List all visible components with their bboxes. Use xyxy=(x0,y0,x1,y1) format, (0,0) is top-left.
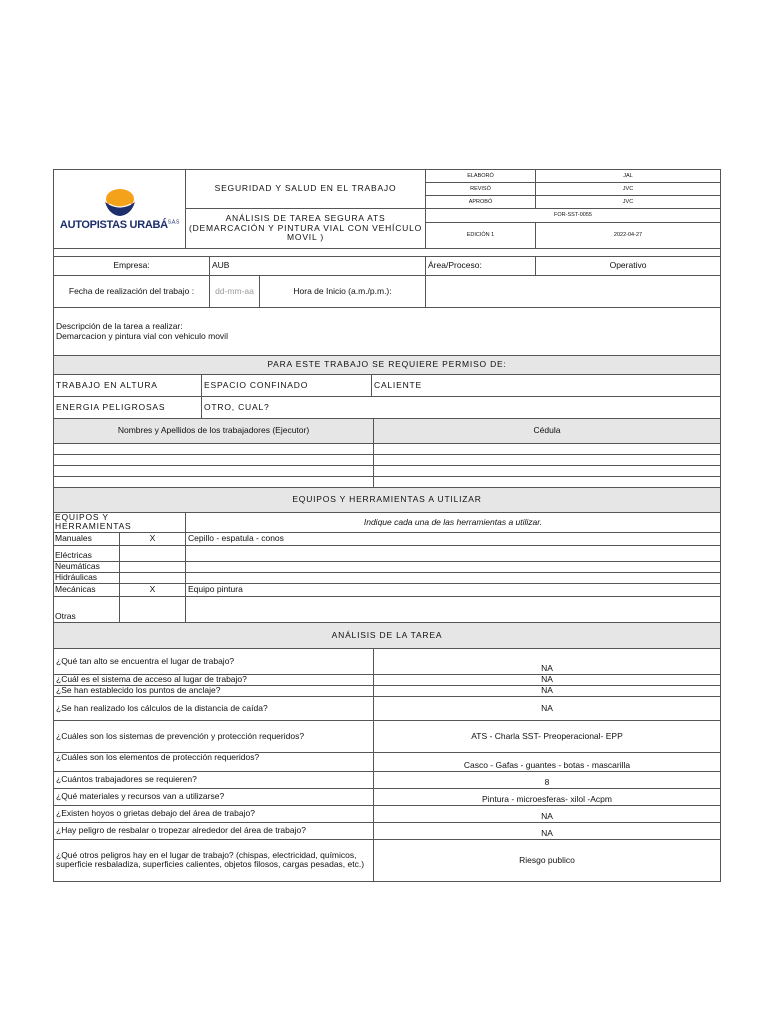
equipment-type: Eléctricas xyxy=(54,545,120,561)
equipment-type: Otras xyxy=(54,596,120,622)
permit-energia[interactable]: ENERGIA PELIGROSAS xyxy=(54,397,202,419)
analysis-answer[interactable]: NA xyxy=(374,696,721,720)
analysis-question: ¿Cuáles son los elementos de protección requeridos? xyxy=(54,752,374,771)
workers-name-header: Nombres y Apellidos de los trabajadores (Ejecutor) xyxy=(54,419,374,444)
analysis-table xyxy=(53,622,721,882)
logo-emblem-icon xyxy=(103,187,137,217)
analysis-answer[interactable]: NA xyxy=(374,648,721,674)
ats-form xyxy=(53,169,720,882)
form-subtitle: ANÁLISIS DE TAREA SEGURA ATS (DEMARCACIÓN Y PINTURA VIAL CON VEHÍCULO MOVIL ) xyxy=(186,209,426,249)
permit-altura[interactable]: TRABAJO EN ALTURA xyxy=(54,375,202,397)
permit-caliente[interactable]: CALIENTE xyxy=(372,375,721,397)
analysis-question: ¿Existen hoyos o grietas debajo del área de trabajo? xyxy=(54,805,374,822)
analysis-answer[interactable]: 8 xyxy=(374,771,721,788)
analysis-question: ¿Cuáles son los sistemas de prevención y protección requeridos? xyxy=(54,720,374,752)
edition-date: 2022-04-27 xyxy=(536,223,721,249)
worker-id-field[interactable] xyxy=(374,455,721,466)
description-cell[interactable] xyxy=(54,308,721,356)
analysis-question: ¿Qué otros peligros hay en el lugar de trabajo? (chispas, electricidad, químicos, superficie resbaladiza, superficies calientes, objetos filosos, cargas pesadas, etc.) xyxy=(54,839,374,881)
general-table xyxy=(53,256,721,356)
date-field[interactable]: dd-mm-aa xyxy=(210,276,260,308)
permits-header: PARA ESTE TRABAJO SE REQUIERE PERMISO DE: xyxy=(54,356,721,375)
worker-name-field[interactable] xyxy=(54,477,374,488)
analysis-question: ¿Cuál es el sistema de acceso al lugar de trabajo? xyxy=(54,674,374,685)
area-value[interactable]: Operativo xyxy=(536,257,721,276)
analysis-question: ¿Hay peligro de resbalar o tropezar alrededor del área de trabajo? xyxy=(54,822,374,839)
workers-table xyxy=(53,418,721,488)
area-label: Área/Proceso: xyxy=(426,257,536,276)
equipment-mark[interactable] xyxy=(120,596,186,622)
permit-otro[interactable]: OTRO, CUAL? xyxy=(202,397,721,419)
permit-espacio-confinado[interactable]: ESPACIO CONFINADO xyxy=(202,375,372,397)
equipment-detail[interactable] xyxy=(186,545,721,561)
equipment-mark[interactable] xyxy=(120,545,186,561)
equipment-subheader-right: Indique cada una de las herramientas a utilizar. xyxy=(186,513,721,533)
company-logo xyxy=(54,170,186,249)
analysis-answer[interactable]: Pintura - microesferas- xilol -Acpm xyxy=(374,788,721,805)
company-value[interactable]: AUB xyxy=(210,257,426,276)
analysis-answer[interactable]: Riesgo publico xyxy=(374,839,721,881)
form-main-title: SEGURIDAD Y SALUD EN EL TRABAJO xyxy=(186,170,426,209)
worker-name-field[interactable] xyxy=(54,466,374,477)
analysis-answer[interactable]: NA xyxy=(374,805,721,822)
equipment-detail[interactable] xyxy=(186,572,721,583)
equipment-detail[interactable]: Equipo pintura xyxy=(186,583,721,596)
analysis-answer[interactable]: NA xyxy=(374,685,721,696)
analysis-answer[interactable]: Casco - Gafas - guantes - botas - mascarilla xyxy=(374,752,721,771)
analysis-answer[interactable]: NA xyxy=(374,822,721,839)
equipment-detail[interactable]: Cepillo - espatula - conos xyxy=(186,532,721,545)
meta-value-reviso: JVC xyxy=(536,183,721,196)
equipment-mark[interactable]: X xyxy=(120,583,186,596)
edition-label: EDICIÓN 1 xyxy=(426,223,536,249)
analysis-question: ¿Se han establecido los puntos de anclaje? xyxy=(54,685,374,696)
equipment-detail[interactable] xyxy=(186,561,721,572)
description-value: Demarcacion y pintura vial con vehiculo movil xyxy=(56,330,228,341)
meta-value-elaboro: JAL xyxy=(536,170,721,183)
start-time-label: Hora de Inicio (a.m./p.m.): xyxy=(260,276,426,308)
equipment-type: Manuales xyxy=(54,532,120,545)
equipment-header: EQUIPOS Y HERRAMIENTAS A UTILIZAR xyxy=(54,488,721,513)
date-label: Fecha de realización del trabajo : xyxy=(54,276,210,308)
equipment-detail[interactable] xyxy=(186,596,721,622)
form-code: FOR-SST-0055 xyxy=(426,209,721,223)
worker-id-field[interactable] xyxy=(374,477,721,488)
analysis-question: ¿Qué tan alto se encuentra el lugar de trabajo? xyxy=(54,648,374,674)
analysis-question: ¿Qué materiales y recursos van a utilizarse? xyxy=(54,788,374,805)
worker-id-field[interactable] xyxy=(374,466,721,477)
start-time-field[interactable] xyxy=(426,276,721,308)
equipment-type: Hidráulicas xyxy=(54,572,120,583)
analysis-question: ¿Se han realizado los cálculos de la distancia de caída? xyxy=(54,696,374,720)
equipment-type: Mecánicas xyxy=(54,583,120,596)
meta-label-aprobo: APROBÓ xyxy=(426,196,536,209)
description-label: Descripción de la tarea a realizar: xyxy=(56,321,183,332)
equipment-mark[interactable]: X xyxy=(120,532,186,545)
meta-label-elaboro: ELABORÓ xyxy=(426,170,536,183)
meta-value-aprobo: JVC xyxy=(536,196,721,209)
equipment-mark[interactable] xyxy=(120,561,186,572)
worker-name-field[interactable] xyxy=(54,444,374,455)
permits-table xyxy=(53,355,721,419)
logo-text: AUTOPISTAS $URABÁ^{S.A.S}$ xyxy=(59,219,180,232)
worker-id-field[interactable] xyxy=(374,444,721,455)
equipment-type: Neumáticas xyxy=(54,561,120,572)
worker-name-field[interactable] xyxy=(54,455,374,466)
analysis-answer[interactable]: NA xyxy=(374,674,721,685)
analysis-answer[interactable]: ATS - Charla SST- Preoperacional- EPP xyxy=(374,720,721,752)
analysis-question: ¿Cuántos trabajadores se requieren? xyxy=(54,771,374,788)
equipment-table xyxy=(53,487,721,623)
equipment-mark[interactable] xyxy=(120,572,186,583)
company-label: Empresa: xyxy=(54,257,210,276)
header-table xyxy=(53,169,721,257)
equipment-subheader-left: EQUIPOS Y HERRAMIENTAS xyxy=(54,513,186,533)
meta-label-reviso: REVISÓ xyxy=(426,183,536,196)
workers-id-header: Cédula xyxy=(374,419,721,444)
analysis-header: ANÁLISIS DE LA TAREA xyxy=(54,622,721,648)
